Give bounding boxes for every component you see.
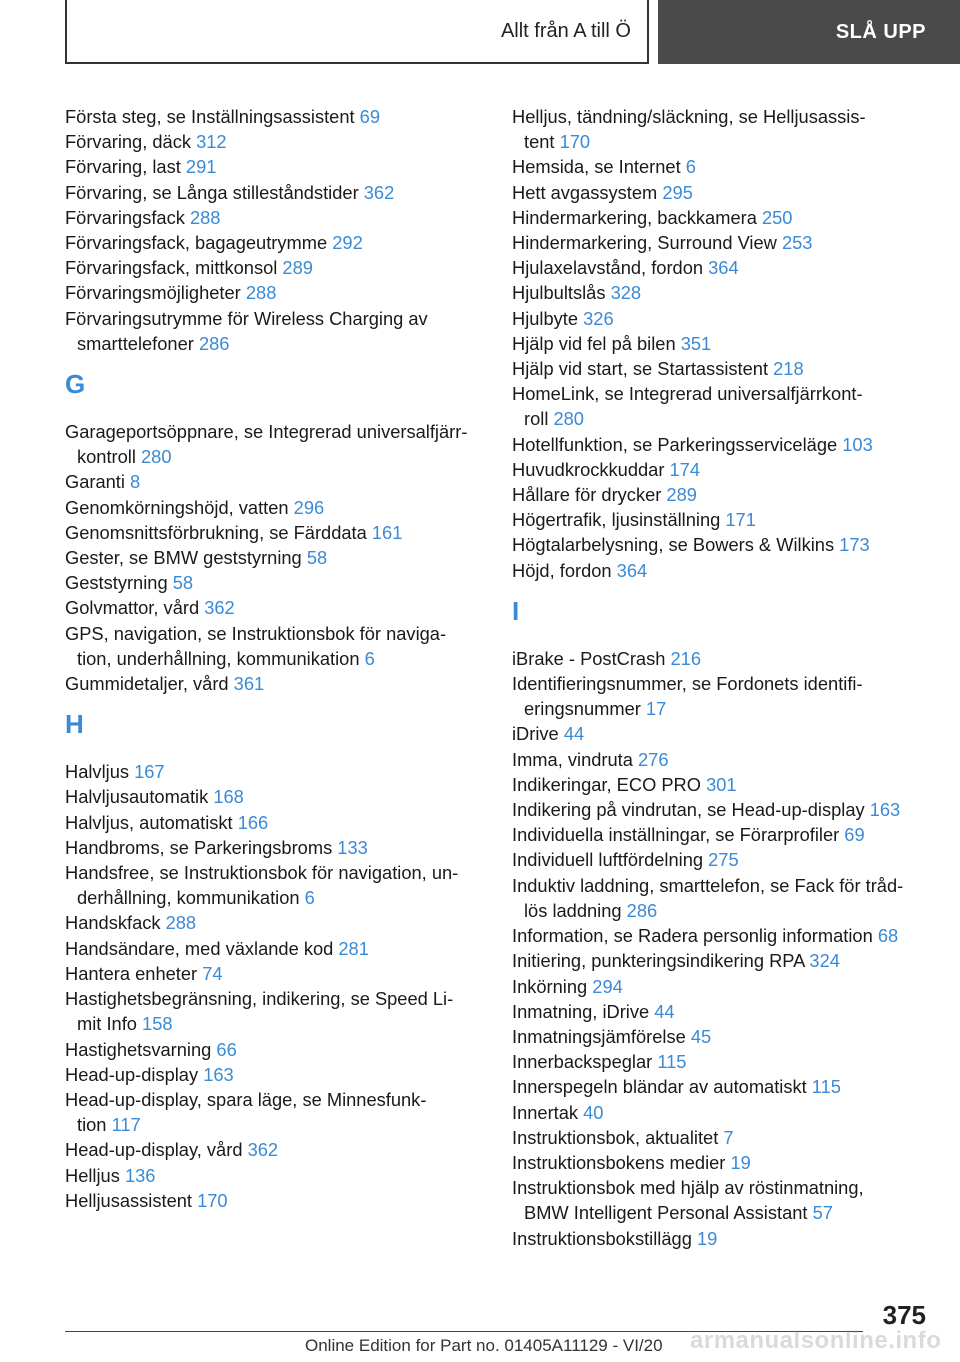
section-tab[interactable] [65, 0, 649, 64]
index-entry [512, 646, 932, 671]
entry-text: Innertak [512, 1101, 584, 1123]
entry-text: Individuella inställningar, se Förarprofiler [512, 824, 845, 846]
page-link[interactable]: 216 [670, 647, 702, 669]
page-link[interactable]: 292 [332, 232, 363, 254]
index-entry [512, 1100, 932, 1125]
entry-text: Förvaringsfack, mittkonsol [65, 257, 283, 279]
page-link[interactable]: 17 [645, 698, 667, 720]
page-link[interactable]: 280 [141, 446, 172, 468]
page-link[interactable]: 58 [306, 547, 328, 569]
index-column-right [512, 104, 932, 1251]
index-entry [65, 595, 485, 620]
index-entry [512, 772, 932, 797]
index-entry [65, 986, 485, 1036]
index-entry [65, 104, 485, 129]
index-entry [512, 923, 932, 948]
index-entry [512, 873, 932, 923]
index-entry [65, 810, 485, 835]
entry-text: Genomkörningshöjd, vatten [65, 496, 294, 518]
entry-text: Garageportsöppnare, se Integrerad universalfjärr- kontroll [65, 421, 468, 468]
page-link[interactable]: 281 [338, 937, 369, 959]
page-link[interactable]: 275 [708, 849, 739, 871]
entry-text: Halvljus [65, 761, 135, 783]
page-link[interactable]: 44 [563, 723, 585, 745]
index-entry [512, 1175, 932, 1225]
entry-text: Förvaring, däck [65, 131, 197, 153]
page-link[interactable]: 286 [626, 899, 658, 921]
index-entry [512, 230, 932, 255]
page-link[interactable]: 19 [730, 1151, 751, 1173]
entry-text: Innerbackspeglar [512, 1051, 658, 1073]
index-entry [512, 381, 932, 431]
index-letter-heading: I [512, 595, 520, 626]
index-entry [65, 1137, 485, 1162]
lookup-button[interactable] [658, 0, 960, 64]
entry-text: Geststyrning [65, 572, 173, 594]
page-link[interactable]: 312 [196, 131, 227, 153]
index-entry [65, 154, 485, 179]
page-link[interactable]: 276 [637, 748, 669, 770]
index-entry [512, 507, 932, 532]
edition-text: Online Edition for Part no. 01405A11129 - VI/20 [305, 1336, 663, 1355]
index-entry [512, 356, 932, 381]
index-entry [65, 306, 485, 356]
index-entry [65, 1037, 485, 1062]
index-entry [512, 1024, 932, 1049]
entry-text: Induktiv laddning, smarttelefon, se Fack för tråd- lös laddning [512, 874, 904, 921]
index-entry [512, 180, 932, 205]
page-link[interactable]: 326 [583, 307, 614, 329]
page-link[interactable]: 328 [610, 282, 642, 304]
entry-text: Handsändare, med växlande kod [65, 937, 339, 959]
index-entry [65, 1087, 485, 1137]
page-link[interactable]: 288 [189, 206, 221, 228]
index-entry [512, 532, 932, 557]
index-entry [512, 1226, 932, 1251]
page-link[interactable]: 288 [245, 282, 277, 304]
page-link[interactable]: 163 [203, 1063, 234, 1085]
page-link[interactable]: 171 [725, 509, 756, 531]
entry-text: Information, se Radera personlig information [512, 925, 878, 947]
page-link[interactable]: 286 [198, 332, 230, 354]
page-link[interactable]: 7 [723, 1126, 734, 1148]
entry-text: Förvaring, se Långa stilleståndstider [65, 181, 364, 203]
entry-text: Initiering, punkteringsindikering RPA [512, 950, 810, 972]
page-link[interactable]: 218 [773, 358, 804, 380]
index-entry [512, 721, 932, 746]
index-entry [65, 570, 485, 595]
entry-text: HomeLink, se Integrerad universalfjärrkont- roll [512, 383, 863, 430]
index-entry [512, 1049, 932, 1074]
page-link[interactable]: 6 [304, 887, 315, 909]
page-link[interactable]: 168 [213, 786, 244, 808]
entry-text: Hastighetsvarning [65, 1038, 217, 1060]
index-entry [65, 180, 485, 205]
index-entry [65, 759, 485, 784]
index-entry [512, 1150, 932, 1175]
index-entry [65, 1062, 485, 1087]
entry-text: Indikeringar, ECO PRO [512, 773, 707, 795]
page-link[interactable]: 253 [781, 232, 813, 254]
page-link[interactable]: 362 [204, 597, 235, 619]
index-entry [65, 280, 485, 305]
page-link[interactable]: 296 [293, 496, 325, 518]
section-title: Allt från A till Ö [500, 19, 631, 42]
watermark-text: armanualsonline.info [690, 1327, 942, 1354]
page-link[interactable]: 163 [869, 799, 901, 821]
entry-text: Indikering på vindrutan, se Head-up-display [512, 799, 870, 821]
entry-text: Handbroms, se Parkeringsbroms [65, 836, 338, 858]
entry-text: Individuell luftfördelning [512, 849, 709, 871]
page-link[interactable]: 115 [811, 1076, 841, 1098]
index-entry [65, 671, 485, 696]
entry-text: Hjälp vid start, se Startassistent [512, 358, 774, 380]
page-link[interactable]: 170 [197, 1189, 228, 1211]
index-entry [512, 255, 932, 280]
entry-text: Hantera enheter [65, 962, 203, 984]
page-link[interactable]: 45 [690, 1025, 712, 1047]
entry-text: Inmatning, iDrive [512, 1000, 655, 1022]
page-number: 375 [882, 1300, 926, 1330]
page-link[interactable]: 324 [809, 950, 840, 972]
entry-text: Instruktionsbokstillägg [512, 1227, 697, 1249]
index-entry [65, 784, 485, 809]
entry-text: Förvaringsmöjligheter [65, 282, 246, 304]
page-link[interactable]: 280 [553, 408, 584, 430]
page-link[interactable]: 68 [877, 925, 899, 947]
entry-text: Innerspegeln bländar av automatiskt [512, 1076, 812, 1098]
index-entry [65, 860, 485, 910]
index-entry [65, 961, 485, 986]
entry-text: Förvaringsutrymme för Wireless Charging av smarttelefoner [65, 307, 428, 354]
index-entry [65, 520, 485, 545]
entry-text: Huvudkrockkuddar [512, 458, 670, 480]
index-entry [65, 469, 485, 494]
entry-text: Hjälp vid fel på bilen [512, 332, 681, 354]
entry-text: Hemsida, se Internet [512, 156, 686, 178]
page-link[interactable]: 57 [812, 1202, 833, 1224]
entry-text: Förvaring, last [65, 156, 186, 178]
index-entry [65, 835, 485, 860]
entry-text: Hastighetsbegränsning, indikering, se Speed Li- mit Info [65, 988, 454, 1035]
entry-text: Högertrafik, ljusinställning [512, 509, 726, 531]
index-entry [512, 558, 932, 583]
page-link[interactable]: 158 [142, 1013, 173, 1035]
page-link[interactable]: 103 [842, 433, 873, 455]
page-link[interactable]: 250 [761, 206, 793, 228]
entry-text: Imma, vindruta [512, 748, 638, 770]
page-link[interactable]: 40 [583, 1101, 604, 1123]
entry-text: Inkörning [512, 975, 593, 997]
index-entry [65, 495, 485, 520]
page-link[interactable]: 133 [337, 836, 368, 858]
index-entry [65, 545, 485, 570]
entry-text: Hjulbyte [512, 307, 584, 329]
entry-text: Förvaringsfack, bagageutrymme [65, 232, 333, 254]
page-link[interactable]: 6 [364, 647, 375, 669]
page-link[interactable]: 136 [124, 1164, 156, 1186]
entry-text: Handsfree, se Instruktionsbok för navigation, un- derhållning, kommunikation [65, 862, 459, 909]
page-link[interactable]: 361 [233, 673, 265, 695]
page-link[interactable]: 174 [669, 458, 701, 480]
entry-text: Högtalarbelysning, se Bowers & Wilkins [512, 534, 840, 556]
page-link[interactable]: 74 [202, 962, 223, 984]
entry-text: Identifieringsnummer, se Fordonets identifi- eringsnummer [512, 673, 863, 720]
entry-text: Hotellfunktion, se Parkeringsserviceläge [512, 433, 843, 455]
index-entry [65, 1163, 485, 1188]
page-link[interactable]: 69 [359, 106, 381, 127]
index-letter-heading: H [65, 709, 84, 740]
entry-text: Gummidetaljer, vård [65, 673, 234, 695]
page-link[interactable]: 364 [708, 257, 739, 279]
page-link[interactable]: 173 [839, 534, 870, 556]
entry-text: Helljusassistent [65, 1189, 198, 1211]
index-entry [65, 129, 485, 154]
entry-text: Hjulaxelavstånd, fordon [512, 257, 709, 279]
entry-text: Head-up-display, spara läge, se Minnesfunk- tion [65, 1088, 427, 1136]
page-link[interactable]: 44 [654, 1000, 675, 1022]
index-entry [65, 910, 485, 935]
index-entry [512, 974, 932, 999]
entry-text: Head-up-display [65, 1063, 204, 1085]
entry-text: Halvljusautomatik [65, 786, 214, 808]
entry-text: GPS, navigation, se Instruktionsbok för naviga- tion, underhållning, kommunikation [65, 622, 447, 669]
page-link[interactable]: 8 [130, 471, 141, 493]
index-entry [65, 936, 485, 961]
index-entry [512, 847, 932, 872]
page-link[interactable]: 289 [666, 484, 697, 506]
page-link[interactable]: 19 [696, 1227, 718, 1249]
index-entry [512, 999, 932, 1024]
index-entry [65, 205, 485, 230]
page-link[interactable]: 115 [657, 1051, 687, 1073]
entry-text: Hett avgassystem [512, 181, 663, 203]
page-link[interactable]: 351 [680, 332, 712, 354]
index-entry [65, 1188, 485, 1213]
entry-text: Instruktionsbokens medier [512, 1151, 731, 1173]
page-link[interactable]: 301 [706, 773, 737, 795]
index-entry [512, 306, 932, 331]
page-link[interactable]: 117 [111, 1114, 141, 1136]
entry-text: Helljus, tändning/släckning, se Helljusassis- tent [512, 106, 866, 153]
page-link[interactable]: 66 [216, 1038, 237, 1060]
index-entry [512, 671, 932, 721]
index-letter-heading: G [65, 369, 86, 400]
index-entry [65, 255, 485, 280]
index-entry [512, 104, 932, 154]
entry-text: Hållare för drycker [512, 484, 667, 506]
page-link[interactable]: 161 [371, 521, 403, 543]
page-link[interactable]: 294 [592, 975, 623, 997]
page-link[interactable]: 170 [559, 131, 591, 153]
page-link[interactable]: 362 [363, 181, 395, 203]
index-entry [512, 1125, 932, 1150]
entry-text: Genomsnittsförbrukning, se Färddata [65, 521, 372, 543]
index-entry [512, 432, 932, 457]
entry-text: Höjd, fordon [512, 559, 617, 581]
entry-text: Garanti [65, 471, 131, 493]
index-entry [65, 621, 485, 671]
entry-text: Hindermarkering, Surround View [512, 232, 782, 254]
entry-text: Förvaringsfack [65, 206, 190, 228]
entry-text: Gester, se BMW geststyrning [65, 547, 307, 569]
page-link[interactable]: 364 [616, 559, 648, 581]
page-link[interactable]: 69 [844, 824, 865, 846]
index-entry [512, 331, 932, 356]
lookup-button-label: SLÅ UPP [835, 20, 926, 43]
entry-text: Handskfack [65, 912, 166, 934]
entry-text: Hindermarkering, backkamera [512, 206, 762, 228]
entry-text: Golvmattor, vård [65, 597, 205, 619]
page-link[interactable]: 288 [165, 912, 197, 934]
page-link[interactable]: 295 [662, 181, 693, 203]
index-entry [512, 797, 932, 822]
index-entry [512, 154, 932, 179]
page-link[interactable]: 166 [237, 811, 269, 833]
entry-text: Inmatningsjämförelse [512, 1025, 691, 1047]
entry-text: Instruktionsbok, aktualitet [512, 1126, 724, 1148]
entry-text: iBrake - PostCrash [512, 647, 671, 669]
entry-text: Helljus [65, 1164, 125, 1186]
index-entry [512, 822, 932, 847]
entry-text: Första steg, se Inställningsassistent [65, 106, 360, 127]
index-entry [512, 1074, 932, 1099]
page-link[interactable]: 167 [134, 761, 165, 783]
index-entry [512, 205, 932, 230]
page-link[interactable]: 291 [185, 156, 217, 178]
index-entry [512, 747, 932, 772]
page-link[interactable]: 289 [282, 257, 313, 279]
index-entry [512, 948, 932, 973]
page-link[interactable]: 6 [685, 156, 696, 178]
index-entry [512, 482, 932, 507]
entry-text: Hjulbultslås [512, 282, 611, 304]
index-column-left [65, 104, 485, 1213]
index-entry [65, 419, 485, 469]
entry-text: Head-up-display, vård [65, 1139, 248, 1161]
index-entry [512, 280, 932, 305]
entry-text: Instruktionsbok med hjälp av röstinmatning, BMW Intelligent Personal Assistant [512, 1177, 864, 1224]
entry-text: iDrive [512, 723, 564, 745]
page-link[interactable]: 362 [247, 1139, 279, 1161]
page-link[interactable]: 58 [172, 572, 194, 594]
index-entry [512, 457, 932, 482]
entry-text: Halvljus, automatiskt [65, 811, 238, 833]
index-entry [65, 230, 485, 255]
